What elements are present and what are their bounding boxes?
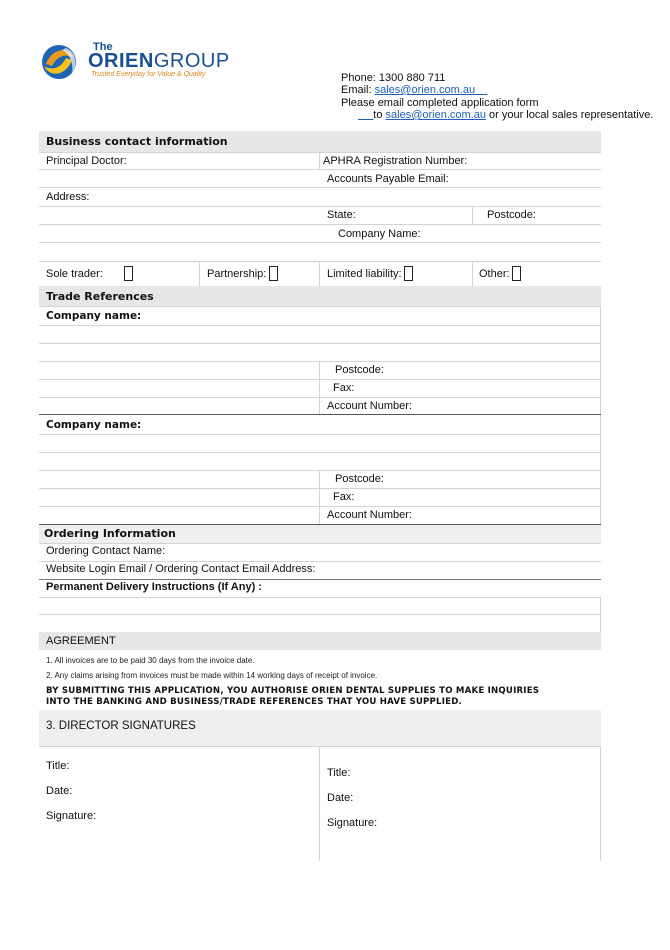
ref1-company-name-label: Company name: (46, 310, 142, 322)
ref2-account-number-label: Account Number: (327, 509, 412, 521)
ref2-fax-label: Fax: (333, 491, 355, 503)
authorisation-notice-2: INTO THE BANKING AND BUSINESS/TRADE REFERENCES THAT YOU HAVE SUPPLIED. (46, 697, 462, 707)
logo-orien-text: ORIEN (88, 50, 154, 72)
authorisation-notice-1: BY SUBMITTING THIS APPLICATION, YOU AUTHORISE ORIEN DENTAL SUPPLIES TO MAKE INQUIRIES (46, 686, 540, 696)
principal-doctor-label: Principal Doctor: (46, 155, 127, 167)
agreement-heading: AGREEMENT (46, 635, 116, 647)
left-signature-label: Signature: (46, 810, 97, 822)
sole-trader-checkbox[interactable] (124, 266, 133, 281)
instruction-line-2 (358, 109, 653, 121)
ref2-company-name-label: Company name: (46, 419, 142, 431)
signatures-heading: 3. DIRECTOR SIGNATURES (46, 720, 196, 732)
trade-heading: Trade References (46, 290, 154, 303)
ordering-heading: Ordering Information (44, 527, 176, 540)
delivery-instructions-label: Permanent Delivery Instructions (If Any) : (46, 581, 262, 593)
email-link[interactable]: sales@orien.com.au (374, 84, 476, 96)
other-checkbox[interactable] (512, 266, 521, 281)
business-heading: Business contact information (46, 135, 228, 148)
email-label: Email: (341, 84, 375, 96)
right-date-label: Date: (327, 792, 354, 804)
postcode-label: Postcode: (487, 209, 536, 221)
state-label: State: (327, 209, 356, 221)
email-line (341, 84, 487, 96)
company-name-label: Company Name: (338, 228, 421, 240)
instruction-email-link[interactable]: sales@orien.com.au (385, 109, 486, 121)
ref1-account-number-label: Account Number: (327, 400, 412, 412)
logo-tagline: Trusted Everyday for Value & Quality (91, 71, 206, 78)
orien-logo-mark-icon (38, 42, 88, 82)
ref1-fax-label: Fax: (333, 382, 355, 394)
other-label: Other: (479, 268, 510, 280)
ref1-postcode-label: Postcode: (335, 364, 384, 376)
ref2-postcode-label: Postcode: (335, 473, 384, 485)
partnership-label: Partnership: (207, 268, 267, 280)
logo-group-text: GROUP (153, 50, 230, 72)
address-label: Address: (46, 191, 90, 203)
agreement-item-1: 1. All invoices are to be paid 30 days from the invoice date. (46, 656, 255, 665)
left-date-label: Date: (46, 785, 73, 797)
instruction-to: to (373, 109, 386, 121)
logo-the-text: The (93, 41, 113, 53)
limited-liability-label: Limited liability: (327, 268, 402, 280)
instruction-suffix: or your local sales representative. (485, 109, 654, 121)
limited-liability-checkbox[interactable] (404, 266, 413, 281)
instruction-text: Please email completed application form (341, 97, 539, 109)
agreement-item-2: 2. Any claims arising from invoices must be made within 14 working days of receipt of invoice. (46, 671, 378, 680)
instruction-underscore (358, 109, 373, 121)
agreement-heading-band (39, 632, 601, 650)
sole-trader-label: Sole trader: (46, 268, 103, 280)
right-title-label: Title: (327, 767, 351, 779)
logo-name (88, 50, 230, 73)
right-signature-label: Signature: (327, 817, 378, 829)
aphra-label: APHRA Registration Number: (323, 155, 468, 167)
left-title-label: Title: (46, 760, 70, 772)
ap-email-label: Accounts Payable Email: (327, 173, 449, 185)
ordering-contact-label: Ordering Contact Name: (46, 545, 166, 557)
phone-text: Phone: 1300 880 711 (341, 72, 446, 84)
website-login-label: Website Login Email / Ordering Contact Email Address: (46, 563, 316, 575)
partnership-checkbox[interactable] (269, 266, 278, 281)
email-link-underscore (475, 84, 487, 96)
